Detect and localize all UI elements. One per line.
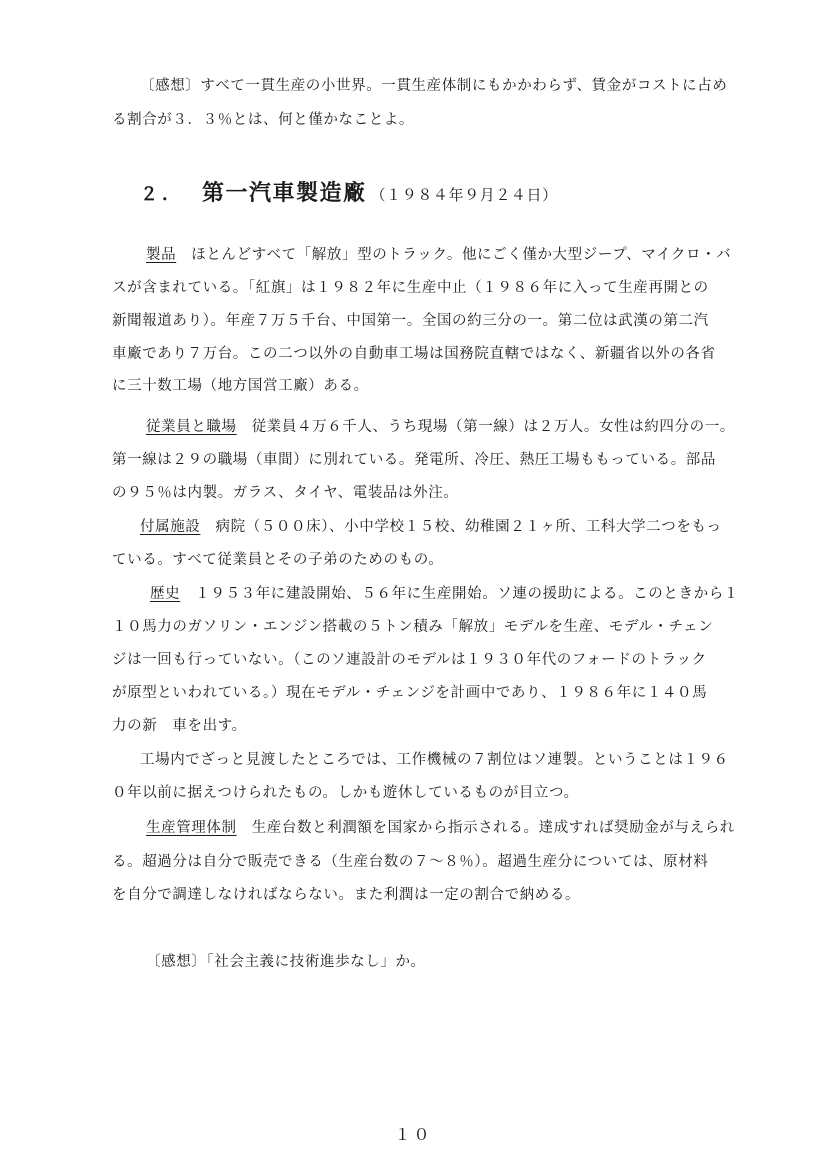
products-line-1: 製品 ほとんどすべて「解放」型のトラック。他にごく僅か大型ジープ、マイクロ・バ <box>146 247 732 263</box>
impression-line: 〔感想〕「社会主義に技術進歩なし」か。 <box>146 954 426 970</box>
facilities-label: 付属施設 <box>140 519 201 535</box>
management-line-2: る。超過分は自分で販売できる（生産台数の７～８％）。超過生産分については、原材料 <box>112 854 709 870</box>
factory-line-2: ０年以前に据えつけられたもの。しかも遊休しているものが目立つ。 <box>112 785 579 801</box>
intro-line-2: る割合が３．３％とは、何と僅かなことよ。 <box>112 112 414 128</box>
factory-line-1: 工場内でざっと見渡したところでは、工作機械の７割位はソ連製。ということは１９６ <box>140 752 729 768</box>
management-label: 生産管理体制 <box>146 820 237 836</box>
history-line-5: 力の新 車を出す。 <box>112 718 247 734</box>
facilities-line-1: 付属施設 病院（５００床）、小中学校１５校、幼稚園２１ヶ所、工科大学二つをもっ <box>140 519 722 535</box>
products-line-5: に三十数工場（地方国営工廠）ある。 <box>112 378 369 394</box>
page-number: １０ <box>394 1125 433 1144</box>
products-line-3: 新聞報道あり）。年産７万５千台、中国第一。全国の約三分の一。第二位は武漢の第二汽 <box>112 313 709 329</box>
facilities-line-2: ている。すべて従業員とその子弟のためのもの。 <box>112 552 444 568</box>
history-line-3: ジは一回も行っていない。（このソ連設計のモデルは１９３０年代のフォードのトラック <box>112 652 707 668</box>
products-label: 製品 <box>146 247 177 263</box>
employees-label: 従業員と職場 <box>146 419 237 435</box>
employees-line-2: 第一線は２９の職場（車間）に別れている。発電所、冷圧、熱圧工場ももっている。部品 <box>112 452 716 468</box>
employees-line-1: 従業員と職場 従業員４万６千人、うち現場（第一線）は２万人。女性は約四分の一。 <box>146 419 735 435</box>
history-line-2: １０馬力のガソリン・エンジン搭載の５トン積み「解放」モデルを生産、モデル・チェン <box>112 619 714 635</box>
products-line-4: 車廠であり７万台。この二つ以外の自動車工場は国務院直轄ではなく、新疆省以外の各省 <box>112 346 716 362</box>
section-title: 第一汽車製造廠 <box>202 180 367 206</box>
section-number: ２． <box>140 184 184 205</box>
history-line-1: 歴史 １９５３年に建設開始、５６年に生産開始。ソ連の援助による。このときから１ <box>150 586 739 602</box>
section-date: （１９８４年９月２４日） <box>370 186 558 204</box>
section-heading <box>140 176 558 207</box>
employees-line-3: の９５％は内製。ガラス、タイヤ、電装品は外注。 <box>112 485 459 501</box>
products-line-2: スが含まれている。「紅旗」は１９８２年に生産中止（１９８６年に入って生産再開との <box>112 280 709 296</box>
history-label: 歴史 <box>150 586 181 602</box>
history-line-4: が原型といわれている。）現在モデル・チェンジを計画中であり、１９８６年に１４０馬 <box>112 685 708 701</box>
management-line-1: 生産管理体制 生産台数と利潤額を国家から指示される。達成すれば奨励金が与えられ <box>146 820 735 836</box>
intro-line-1: 〔感想〕すべて一貫生産の小世界。一貫生産体制にもかかわらず、賃金がコストに占め <box>140 78 728 94</box>
management-line-3: を自分で調達しなければならない。また利潤は一定の割合で納める。 <box>112 887 581 903</box>
